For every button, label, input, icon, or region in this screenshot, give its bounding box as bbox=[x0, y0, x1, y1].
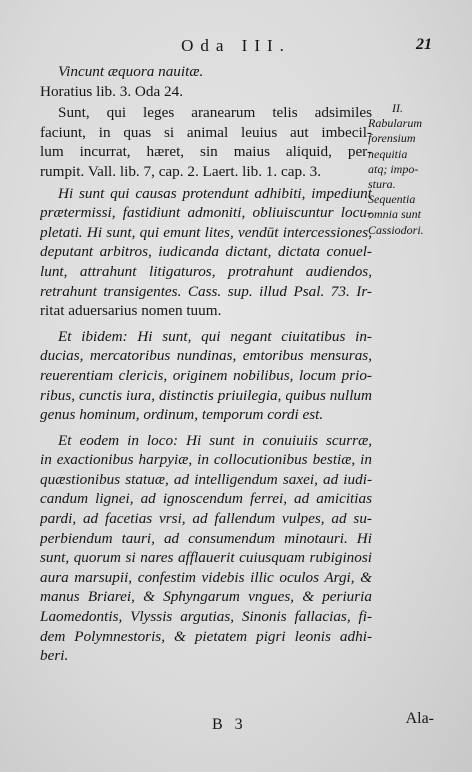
text-line: lum incurrat, hæret, sin maius aliquid, per- bbox=[40, 143, 372, 161]
text-line: prætermissi, fastidiunt admoniti, obliuiscuntur locu- bbox=[40, 204, 372, 222]
text-line: dem Polymnestoris, & pietatem pigri leonis adhi- bbox=[40, 627, 372, 645]
text-line: perbiendum tauri, ad consumendum minotauri. Hi bbox=[40, 529, 372, 547]
text-line: ribus, cunctis iura, distinctis priuilegia, quibus nullum bbox=[40, 386, 372, 404]
catchword: Ala- bbox=[405, 710, 434, 727]
text-line: ritat aduersarius nomen tuum. bbox=[40, 302, 222, 320]
text-line: pardi, ad facetias vrsi, ad fallendum vulpes, ad su- bbox=[40, 510, 372, 528]
margin-note-line: stura. bbox=[368, 177, 396, 192]
page-footer bbox=[0, 710, 472, 736]
text-line: beri. bbox=[40, 647, 69, 665]
main-text-block bbox=[40, 62, 372, 666]
text-line: manus Briarei, & Sphyngarum vngues, & periuria bbox=[40, 588, 372, 606]
text-line: reuerentiam clericis, originem nobilibus, locum prio- bbox=[40, 366, 372, 384]
text-line: Vincunt æquora nauitæ. bbox=[58, 63, 204, 80]
text-line: faciunt, in quas si animal leuius aut imbecil- bbox=[40, 123, 372, 141]
text-line: deputant arbitros, iudicanda dictant, dictata conuel- bbox=[40, 243, 372, 261]
text-line: sunt, quorum si nares afflauerit cuiusquam rubiginosi bbox=[40, 549, 372, 567]
text-line: Laomedontis, Vlyssis argutias, Sinonis fallacias, fi- bbox=[40, 608, 372, 626]
margin-note-line: Rabularum bbox=[368, 116, 422, 131]
text-line: rumpit. Vall. lib. 7, cap. 2. Laert. lib. 1. cap. 3. bbox=[40, 162, 322, 180]
text-line: Horatius lib. 3. Oda 24. bbox=[40, 82, 183, 100]
running-title: Oda III. bbox=[181, 36, 291, 55]
page-header bbox=[0, 36, 472, 60]
text-line: Sunt, qui leges aranearum telis adsimiles bbox=[58, 104, 372, 122]
margin-note-numeral: II. bbox=[392, 101, 403, 115]
text-line: in exactionibus harpyiæ, in collocutionibus bestiæ, in bbox=[40, 451, 372, 469]
margin-note-line: atq; impo- bbox=[368, 161, 419, 176]
margin-note-line: Cassiodori. bbox=[368, 222, 424, 237]
text-line: Et ibidem: Hi sunt, qui negant ciuitatibus in- bbox=[58, 327, 372, 345]
margin-note-line: nequitia bbox=[368, 146, 408, 161]
page-number: 21 bbox=[416, 36, 432, 53]
text-line: lunt, attrahunt litigaturos, protrahunt audiendos, bbox=[40, 262, 372, 280]
text-line: candum lignei, ad ignoscendum ferrei, ad amicitias bbox=[40, 490, 372, 508]
text-line: retrahunt transigentes. Cass. sup. illud Psal. 73. Ir- bbox=[40, 282, 372, 300]
text-line: Hi sunt qui causas protendunt adhibiti, impediunt bbox=[58, 184, 372, 202]
signature-mark: B 3 bbox=[212, 716, 247, 733]
text-line: genus hominum, ordinum, temporum cordi est. bbox=[40, 406, 324, 424]
margin-note-line: omnia sunt bbox=[368, 207, 422, 222]
margin-note-line: Sequentia bbox=[368, 192, 416, 207]
text-line: ducias, mercatoribus nundinas, emtoribus mensuras, bbox=[40, 347, 372, 365]
text-line: pletati. Hi sunt, qui emunt lites, vendūt intercessiones, bbox=[40, 223, 372, 241]
text-line: Et eodem in loco: Hi sunt in conuiuiis scurræ, bbox=[58, 431, 372, 449]
text-line: quæstionibus statuæ, ad intelligendum saxei, ad iudi- bbox=[40, 470, 372, 488]
margin-note-line: forensium bbox=[368, 131, 416, 146]
text-line: aura marsupii, confestim videbis illic oculos Argi, & bbox=[40, 568, 372, 586]
margin-note bbox=[368, 101, 458, 238]
